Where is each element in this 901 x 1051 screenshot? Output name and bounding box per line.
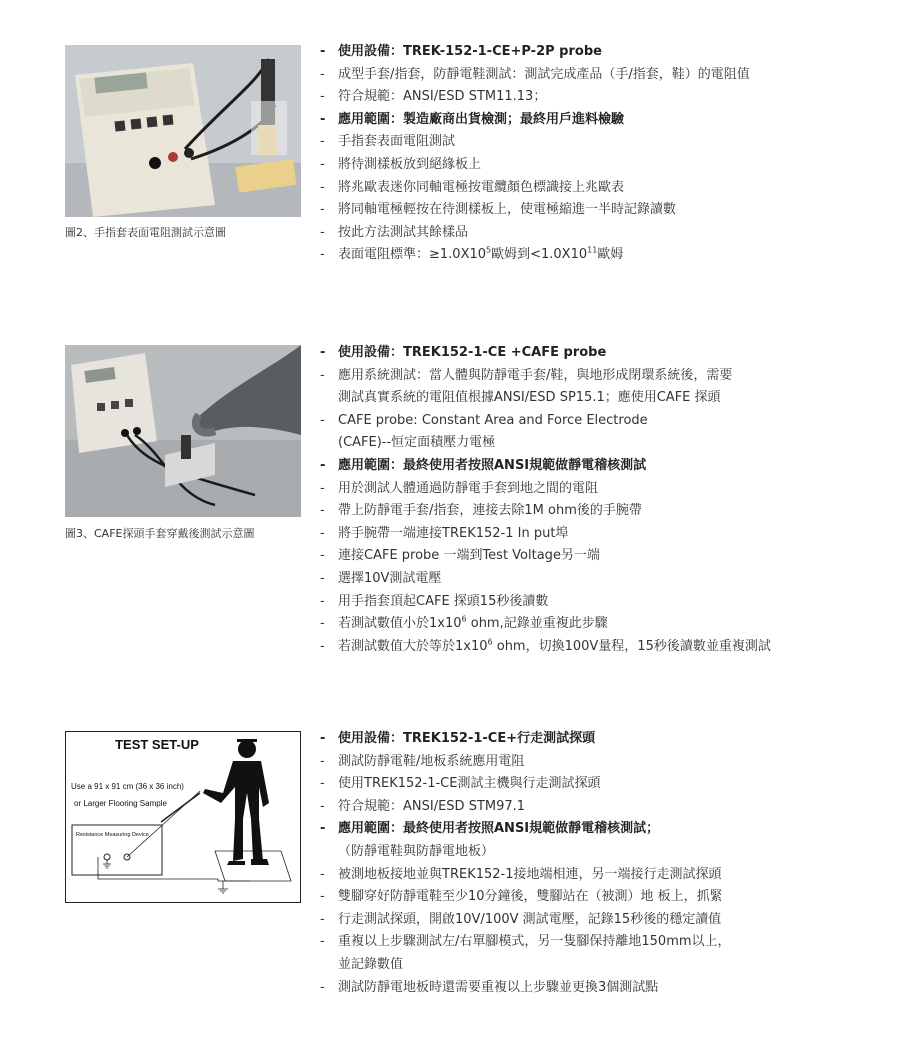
text-segment: ohm，切換100V量程，15秒後讀數並重複測試	[492, 638, 771, 654]
list-item: - 用於測試人體通過防靜電手套到地之間的電阻	[320, 478, 771, 501]
figure-caption: 圖2、手指套表面電阻測試示意圖	[65, 226, 226, 239]
list-item: - CAFE probe: Constant Area and Force Electrode	[320, 410, 771, 433]
setup-line2: or Larger Flooring Sample	[74, 799, 167, 808]
list-item: - 重複以上步驟測試左/右單腳模式，另一隻腳保持離地150mm以上，	[320, 931, 731, 954]
list-item: - 將同軸電極輕按在待測樣板上，使電極縮進一半時記錄讀數	[320, 199, 750, 222]
procedure-list	[320, 41, 750, 267]
test-setup-diagram	[65, 731, 301, 903]
list-item: 測試真實系統的電阻值根據ANSI/ESD SP15.1；應使用CAFE 探頭	[338, 390, 721, 406]
list-item: - 將待測樣板放到絕緣板上	[320, 154, 750, 177]
figure-caption: 圖3、CAFE探頭手套穿戴後測試示意圖	[65, 527, 255, 540]
text-segment: 表面電阻標準：≥1.0X10	[338, 247, 487, 263]
procedure-list	[320, 342, 771, 658]
text-segment: ohm,記錄並重複此步驟	[466, 616, 608, 632]
list-item	[320, 244, 750, 267]
list-item: - 將手腕帶一端連接TREK152-1 In put埠	[320, 523, 771, 546]
list-item	[320, 613, 771, 636]
list-item: - 使用設備：TREK152-1-CE +CAFE probe	[320, 342, 771, 365]
list-item: - 連接CAFE probe 一端到Test Voltage另一端	[320, 545, 771, 568]
list-item: - 用手指套頂起CAFE 探頭15秒後讀數	[320, 591, 771, 614]
list-item: - 按此方法測試其餘樣品	[320, 222, 750, 245]
list-item: - 被測地板接地並與TREK152-1接地端相連，另一端接行走測試探頭	[320, 864, 731, 887]
list-item: - 應用範圍：最終使用者按照ANSI規範做靜電稽核測試；	[320, 818, 731, 841]
text-segment: 歐姆到<1.0X10	[491, 247, 588, 263]
list-item: - 行走測試探頭，開啟10V/100V 測試電壓，記錄15秒後的穩定讀值	[320, 909, 731, 932]
list-item: - 應用範圍：最終使用者按照ANSI規範做靜電稽核測試	[320, 455, 771, 478]
list-item	[320, 636, 771, 659]
list-item: (CAFE)--恒定面積壓力電極	[338, 435, 496, 451]
exponent: 5	[486, 246, 492, 256]
list-item: - 成型手套/指套，防靜電鞋測試：測試完成產品（手/指套，鞋）的電阻值	[320, 64, 750, 87]
list-item: - 雙腳穿好防靜電鞋至少10分鐘後，雙腳站在（被測）地 板上，抓緊	[320, 886, 731, 909]
list-item: - 選擇10V測試電壓	[320, 568, 771, 591]
list-item: - 測試防靜電鞋/地板系統應用電阻	[320, 751, 731, 774]
device-label: Resistance Measuring Device	[76, 832, 149, 838]
cafe-probe-test-photo	[65, 345, 301, 517]
list-item: - 使用設備：TREK-152-1-CE+P-2P probe	[320, 41, 750, 64]
list-item: - 使用TREK152-1-CE測試主機與行走測試探頭	[320, 773, 731, 796]
text-segment: 若測試數值大於等於1x10	[338, 638, 488, 654]
exponent: 6	[461, 614, 467, 624]
list-item: - 符合規範：ANSI/ESD STM11.13；	[320, 86, 750, 109]
exponent: 11	[587, 246, 598, 256]
list-item: - 使用設備：TREK152-1-CE+行走測試探頭	[320, 728, 731, 751]
list-item: - 測試防靜電地板時還需要重複以上步驟並更換3個測試點	[320, 977, 731, 1000]
list-item: - 將兆歐表迷你同軸電極按電纜顏色標識接上兆歐表	[320, 177, 750, 200]
list-item: （防靜電鞋與防靜電地板）	[338, 843, 495, 859]
procedure-list	[320, 728, 731, 999]
list-item: 並記錄數值	[338, 956, 404, 972]
exponent: 6	[487, 637, 493, 647]
list-item: - 符合規範：ANSI/ESD STM97.1	[320, 796, 731, 819]
text-segment: 歐姆	[597, 247, 624, 263]
setup-title: TEST SET-UP	[115, 737, 199, 752]
list-item: - 應用範圍：製造廠商出貨檢測；最終用戶進料檢驗	[320, 109, 750, 132]
list-item: - 帶上防靜電手套/指套，連接去除1M ohm後的手腕帶	[320, 500, 771, 523]
finger-cot-test-photo	[65, 45, 301, 217]
text-segment: 若測試數值小於1x10	[338, 616, 462, 632]
list-item: - 手指套表面電阻測試	[320, 131, 750, 154]
setup-line1: Use a 91 x 91 cm (36 x 36 inch)	[71, 782, 184, 791]
list-item: - 應用系統測試：當人體與防靜電手套/鞋，與地形成閉環系統後，需要	[320, 365, 771, 388]
